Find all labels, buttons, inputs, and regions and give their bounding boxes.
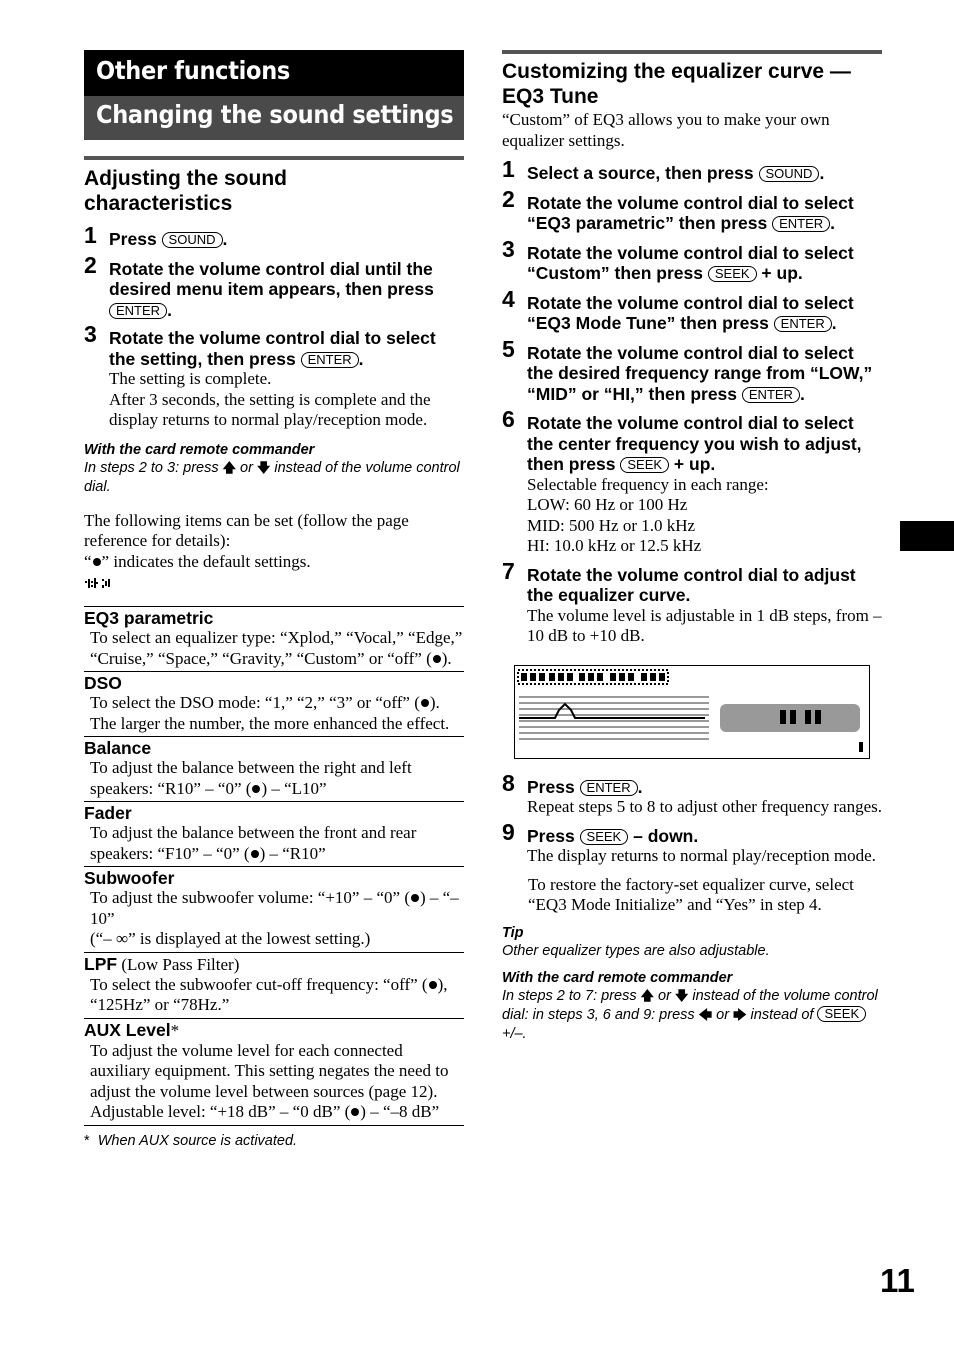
default-dot-icon [93, 558, 101, 566]
default-dot-icon [351, 1108, 359, 1116]
step-number: 3 [84, 321, 97, 347]
section-title: Customizing the equalizer curve — EQ3 Tune [502, 60, 851, 108]
step-5: 5 Rotate the volume control dial to select the desired frequency range from “LOW,” “MID” or “HI,” then press ENTER . [502, 335, 873, 404]
step-3: 3 Rotate the volume control dial to select “Custom” then press SEEK + up. [502, 235, 854, 283]
step-1: 1 Select a source, then press SOUND . [502, 156, 825, 183]
menu-glyph-icon [84, 576, 112, 594]
left-arrow-icon: 🡄 [698, 1007, 713, 1023]
list-item: Balance To adjust the balance between the right and left speakers: “R10” – “0” ( ) – “L10” [84, 736, 464, 801]
display-illustration [502, 665, 882, 759]
sound-button: SOUND [162, 232, 223, 248]
default-dot-icon [252, 785, 260, 793]
remote-note: With the card remote commander In steps 2 to 7: press 🡅 or 🡇 instead of the volume control dial: in steps 3, 6 and 9: press 🡄 or 🡆 instead of SEEK +/–. [502, 969, 878, 1042]
page-number: 11 [880, 1262, 915, 1299]
step-4: 4 Rotate the volume control dial to select “EQ3 Mode Tune” then press ENTER . [502, 285, 854, 333]
enter-button: ENTER [772, 216, 830, 232]
lcd-display [514, 665, 870, 759]
default-dot-icon [411, 894, 419, 902]
step-number: 1 [84, 222, 97, 248]
list-item: DSO To select the DSO mode: “1,” “2,” “3” or “off” ( ). The larger the number, the more enhanced the effect. [84, 671, 464, 736]
up-arrow-icon: 🡅 [640, 988, 655, 1004]
seek-button: SEEK [817, 1006, 866, 1022]
list-item: Fader To adjust the balance between the front and rear speakers: “F10” – “0” ( ) – “R10” [84, 801, 464, 866]
step-3: 3 Rotate the volume control dial to select the setting, then press ENTER . The setting is complete. After 3 seconds, the setting is complete and the display returns to normal play/reception mode. [84, 321, 436, 429]
banner-subtitle: Changing the sound settings [84, 96, 464, 140]
list-item: LPF (Low Pass Filter) To select the subwoofer cut-off frequency: “off” ( ), “125Hz” or “78Hz.” [84, 952, 464, 1018]
banner-title: Other functions [84, 50, 464, 96]
intro-text: “Custom” of EQ3 allows you to make your own equalizer settings. [502, 110, 830, 150]
enter-button: ENTER [109, 303, 167, 319]
tip: Tip Other equalizer types are also adjustable. [502, 924, 770, 959]
menu-icon [84, 576, 464, 600]
list-item: AUX Level* To adjust the volume level for each connected auxiliary equipment. This setting negates the need to adjust the volume level between sources (page 12). Adjustable level: “+18 dB” – “0 dB” ( ) – “–8 dB” [84, 1018, 464, 1126]
step-2: 2 Rotate the volume control dial to select “EQ3 parametric” then press ENTER . [502, 185, 854, 233]
seek-button: SEEK [708, 266, 757, 282]
default-dot-icon [251, 850, 259, 858]
step-6: 6 Rotate the volume control dial to select the center frequency you wish to adjust, then press SEEK + up. Selectable frequency in each range: LOW: 60 Hz or 100 Hz MID: 500 Hz or 1.0 kHz HI: 10.0 kHz or 12.5 kHz [502, 406, 862, 555]
seek-button: SEEK [580, 829, 629, 845]
sound-button: SOUND [759, 166, 820, 182]
section-title: Adjusting the sound characteristics [84, 167, 287, 215]
enter-button: ENTER [774, 316, 832, 332]
step-7: 7 Rotate the volume control dial to adjust the equalizer curve. The volume level is adjustable in 1 dB steps, from –10 dB to +10 dB. [502, 557, 882, 645]
down-arrow-icon: 🡇 [256, 460, 271, 476]
intro-text: The following items can be set (follow the page reference for details): “ ” indicates the default settings. [84, 510, 409, 571]
enter-button: ENTER [580, 780, 638, 796]
up-arrow-icon: 🡅 [222, 460, 237, 476]
enter-button: ENTER [742, 387, 800, 403]
enter-button: ENTER [301, 352, 359, 368]
default-dot-icon [421, 699, 429, 707]
footnote: * When AUX source is activated. [84, 1132, 298, 1149]
section-rule [502, 50, 882, 54]
step-8: 8 Press ENTER . Repeat steps 5 to 8 to adjust other frequency ranges. [502, 769, 883, 816]
right-column [502, 50, 882, 1044]
step-9: 9 Press SEEK – down. The display returns to normal play/reception mode. [502, 818, 876, 865]
equalizer-curve-icon [515, 666, 869, 758]
left-column [84, 50, 464, 1151]
settings-list [84, 606, 464, 1126]
down-arrow-icon: 🡇 [674, 988, 689, 1004]
list-item: Subwoofer To adjust the subwoofer volume: “+10” – “0” ( ) – “–10” (“– ∞” is displayed at the lowest setting.) [84, 866, 464, 952]
step-2: 2 Rotate the volume control dial until the desired menu item appears, then press ENTER . [84, 251, 434, 320]
restore-text: To restore the factory-set equalizer curve, select “EQ3 Mode Initialize” and “Yes” in step 4. [528, 874, 854, 914]
section-rule [84, 156, 464, 160]
step-number: 2 [84, 251, 97, 278]
remote-note: With the card remote commander In steps 2 to 3: press 🡅 or 🡇 instead of the volume control dial. [84, 441, 460, 495]
section-tab [900, 521, 954, 551]
list-item: EQ3 parametric To select an equalizer type: “Xplod,” “Vocal,” “Edge,” “Cruise,” “Space,” “Gravity,” “Custom” or “off” ( ). [84, 606, 464, 671]
step-1: 1 Press SOUND . [84, 222, 228, 249]
default-dot-icon [429, 981, 437, 989]
seek-button: SEEK [620, 457, 669, 473]
right-arrow-icon: 🡆 [733, 1007, 747, 1023]
default-dot-icon [433, 655, 441, 663]
